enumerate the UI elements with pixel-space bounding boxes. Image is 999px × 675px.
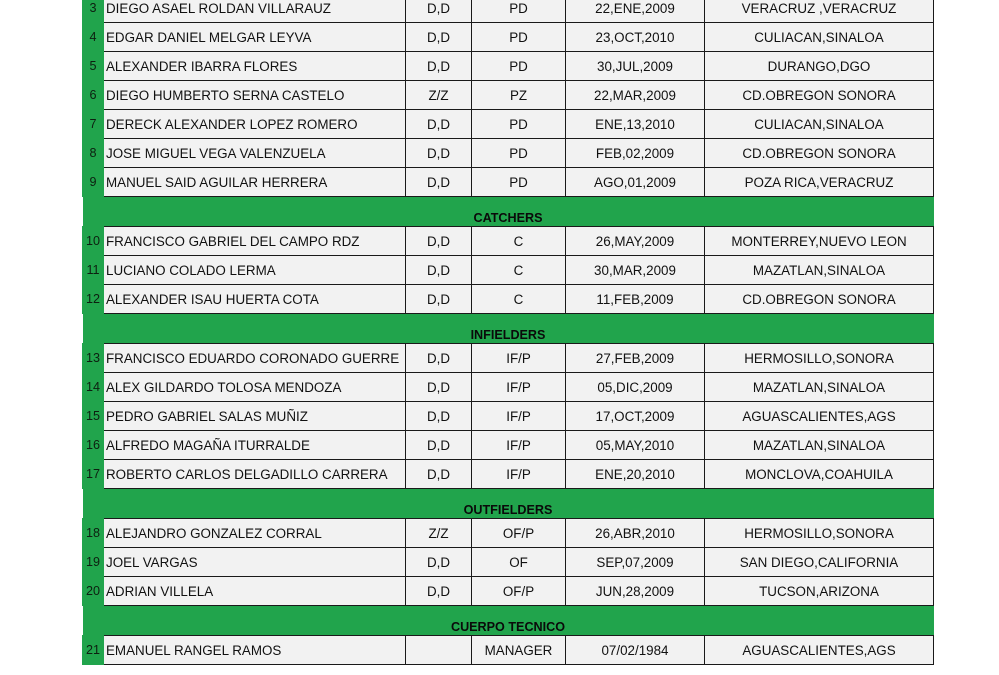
- player-name: ROBERTO CARLOS DELGADILLO CARRERA: [104, 460, 406, 489]
- roster-table: [82, 0, 934, 665]
- birth-date: 17,OCT,2009: [566, 402, 705, 431]
- player-name: JOSE MIGUEL VEGA VALENZUELA: [104, 139, 406, 168]
- bats-throws: D,D: [406, 577, 472, 606]
- bats-throws: Z/Z: [406, 519, 472, 548]
- birth-date: AGO,01,2009: [566, 168, 705, 197]
- bats-throws: D,D: [406, 227, 472, 256]
- position: MANAGER: [472, 636, 566, 665]
- bats-throws: D,D: [406, 0, 472, 23]
- birthplace: MAZATLAN,SINALOA: [705, 431, 934, 460]
- section-title: CUERPO TECNICO: [83, 606, 934, 636]
- birth-date: ENE,20,2010: [566, 460, 705, 489]
- bats-throws: D,D: [406, 52, 472, 81]
- player-number: 21: [83, 636, 104, 665]
- player-name: ALEJANDRO GONZALEZ CORRAL: [104, 519, 406, 548]
- player-name: ALEXANDER IBARRA FLORES: [104, 52, 406, 81]
- birth-date: 05,MAY,2010: [566, 431, 705, 460]
- birthplace: VERACRUZ ,VERACRUZ: [705, 0, 934, 23]
- bats-throws: D,D: [406, 256, 472, 285]
- position: PD: [472, 23, 566, 52]
- birthplace: MONTERREY,NUEVO LEON: [705, 227, 934, 256]
- birth-date: 11,FEB,2009: [566, 285, 705, 314]
- birthplace: MAZATLAN,SINALOA: [705, 373, 934, 402]
- section-title: OUTFIELDERS: [83, 489, 934, 519]
- player-number: 18: [83, 519, 104, 548]
- birthplace: HERMOSILLO,SONORA: [705, 344, 934, 373]
- section-title: CATCHERS: [83, 197, 934, 227]
- birthplace: CULIACAN,SINALOA: [705, 110, 934, 139]
- birthplace: SAN DIEGO,CALIFORNIA: [705, 548, 934, 577]
- birth-date: 07/02/1984: [566, 636, 705, 665]
- player-number: 8: [83, 139, 104, 168]
- section-header: [83, 489, 934, 519]
- position: C: [472, 227, 566, 256]
- position: OF: [472, 548, 566, 577]
- table-row: [83, 256, 934, 285]
- birthplace: DURANGO,DGO: [705, 52, 934, 81]
- position: PD: [472, 110, 566, 139]
- player-number: 5: [83, 52, 104, 81]
- birthplace: CD.OBREGON SONORA: [705, 139, 934, 168]
- bats-throws: D,D: [406, 344, 472, 373]
- position: C: [472, 256, 566, 285]
- table-row: [83, 577, 934, 606]
- birthplace: CULIACAN,SINALOA: [705, 23, 934, 52]
- section-header: [83, 606, 934, 636]
- table-row: [83, 52, 934, 81]
- player-name: JOEL VARGAS: [104, 548, 406, 577]
- position: PD: [472, 168, 566, 197]
- birthplace: AGUASCALIENTES,AGS: [705, 636, 934, 665]
- table-row: [83, 460, 934, 489]
- bats-throws: D,D: [406, 548, 472, 577]
- player-number: 11: [83, 256, 104, 285]
- bats-throws: D,D: [406, 168, 472, 197]
- position: OF/P: [472, 577, 566, 606]
- table-row: [83, 139, 934, 168]
- player-name: FRANCISCO GABRIEL DEL CAMPO RDZ: [104, 227, 406, 256]
- player-name: DIEGO ASAEL ROLDAN VILLARAUZ: [104, 0, 406, 23]
- player-name: ADRIAN VILLELA: [104, 577, 406, 606]
- table-row: [83, 519, 934, 548]
- player-name: ALEXANDER ISAU HUERTA COTA: [104, 285, 406, 314]
- birth-date: 26,ABR,2010: [566, 519, 705, 548]
- player-number: 13: [83, 344, 104, 373]
- section-title: INFIELDERS: [83, 314, 934, 344]
- birth-date: 22,ENE,2009: [566, 0, 705, 23]
- position: IF/P: [472, 344, 566, 373]
- player-number: 15: [83, 402, 104, 431]
- bats-throws: D,D: [406, 431, 472, 460]
- section-header: [83, 197, 934, 227]
- player-number: 3: [83, 0, 104, 23]
- player-name: LUCIANO COLADO LERMA: [104, 256, 406, 285]
- birthplace: MONCLOVA,COAHUILA: [705, 460, 934, 489]
- birthplace: POZA RICA,VERACRUZ: [705, 168, 934, 197]
- birthplace: HERMOSILLO,SONORA: [705, 519, 934, 548]
- bats-throws: [406, 636, 472, 665]
- table-row: [83, 431, 934, 460]
- bats-throws: D,D: [406, 285, 472, 314]
- player-name: PEDRO GABRIEL SALAS MUÑIZ: [104, 402, 406, 431]
- table-row: [83, 402, 934, 431]
- table-row: [83, 227, 934, 256]
- birthplace: MAZATLAN,SINALOA: [705, 256, 934, 285]
- bats-throws: D,D: [406, 460, 472, 489]
- player-number: 9: [83, 168, 104, 197]
- bats-throws: Z/Z: [406, 81, 472, 110]
- player-number: 7: [83, 110, 104, 139]
- birthplace: TUCSON,ARIZONA: [705, 577, 934, 606]
- bats-throws: D,D: [406, 139, 472, 168]
- bats-throws: D,D: [406, 23, 472, 52]
- birthplace: CD.OBREGON SONORA: [705, 285, 934, 314]
- position: PD: [472, 0, 566, 23]
- table-row: [83, 548, 934, 577]
- position: C: [472, 285, 566, 314]
- player-name: DIEGO HUMBERTO SERNA CASTELO: [104, 81, 406, 110]
- table-row: [83, 373, 934, 402]
- position: IF/P: [472, 402, 566, 431]
- player-number: 12: [83, 285, 104, 314]
- player-name: DERECK ALEXANDER LOPEZ ROMERO: [104, 110, 406, 139]
- position: PD: [472, 52, 566, 81]
- birth-date: FEB,02,2009: [566, 139, 705, 168]
- table-row: [83, 0, 934, 23]
- table-row: [83, 168, 934, 197]
- table-row: [83, 81, 934, 110]
- birth-date: SEP,07,2009: [566, 548, 705, 577]
- player-number: 16: [83, 431, 104, 460]
- section-header: [83, 314, 934, 344]
- player-name: ALEX GILDARDO TOLOSA MENDOZA: [104, 373, 406, 402]
- birth-date: ENE,13,2010: [566, 110, 705, 139]
- table-row: [83, 23, 934, 52]
- player-number: 4: [83, 23, 104, 52]
- player-name: MANUEL SAID AGUILAR HERRERA: [104, 168, 406, 197]
- player-name: ALFREDO MAGAÑA ITURRALDE: [104, 431, 406, 460]
- birth-date: 22,MAR,2009: [566, 81, 705, 110]
- player-name: FRANCISCO EDUARDO CORONADO GUERRE: [104, 344, 406, 373]
- roster-body: [83, 0, 934, 665]
- bats-throws: D,D: [406, 373, 472, 402]
- position: PZ: [472, 81, 566, 110]
- position: IF/P: [472, 460, 566, 489]
- birth-date: 27,FEB,2009: [566, 344, 705, 373]
- position: IF/P: [472, 431, 566, 460]
- position: OF/P: [472, 519, 566, 548]
- birth-date: 23,OCT,2010: [566, 23, 705, 52]
- birthplace: AGUASCALIENTES,AGS: [705, 402, 934, 431]
- position: PD: [472, 139, 566, 168]
- birth-date: 30,JUL,2009: [566, 52, 705, 81]
- birth-date: 05,DIC,2009: [566, 373, 705, 402]
- birthplace: CD.OBREGON SONORA: [705, 81, 934, 110]
- player-name: EMANUEL RANGEL RAMOS: [104, 636, 406, 665]
- player-number: 20: [83, 577, 104, 606]
- position: IF/P: [472, 373, 566, 402]
- birth-date: JUN,28,2009: [566, 577, 705, 606]
- table-row: [83, 110, 934, 139]
- player-number: 10: [83, 227, 104, 256]
- table-row: [83, 636, 934, 665]
- player-number: 17: [83, 460, 104, 489]
- player-name: EDGAR DANIEL MELGAR LEYVA: [104, 23, 406, 52]
- player-number: 6: [83, 81, 104, 110]
- player-number: 14: [83, 373, 104, 402]
- bats-throws: D,D: [406, 402, 472, 431]
- table-row: [83, 285, 934, 314]
- birth-date: 26,MAY,2009: [566, 227, 705, 256]
- player-number: 19: [83, 548, 104, 577]
- birth-date: 30,MAR,2009: [566, 256, 705, 285]
- bats-throws: D,D: [406, 110, 472, 139]
- table-row: [83, 344, 934, 373]
